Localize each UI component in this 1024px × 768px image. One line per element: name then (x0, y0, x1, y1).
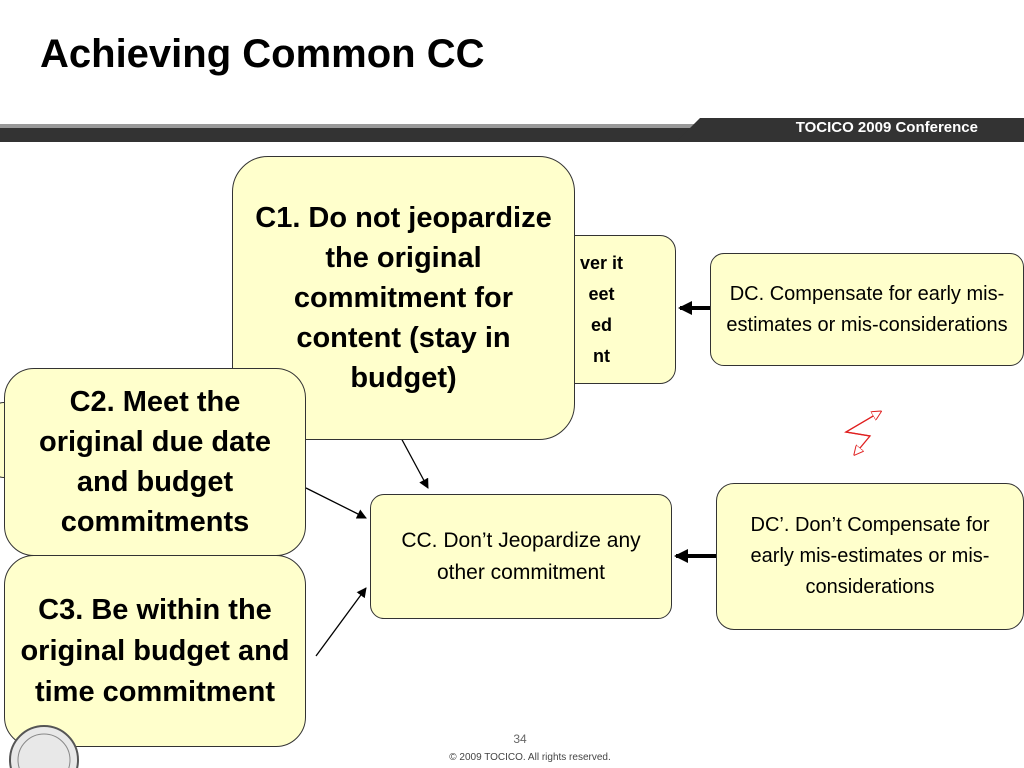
box-b-line-1: ver it (579, 252, 623, 273)
dc-prime-text: DC’. Don’t Compensate for early mis-estimates or mis-considerations (750, 514, 990, 598)
box-b-line-4: nt (592, 345, 610, 366)
c2-text: C2. Meet the original due date and budget commitments (38, 386, 272, 538)
copyright-notice: © 2009 TOCICO. All rights reserved. (449, 752, 611, 763)
arrow-c3-to-cc (316, 588, 366, 656)
condition-box-c3 (4, 555, 306, 747)
slide-title: Achieving Common CC (40, 32, 485, 76)
tocico-logo-icon (8, 722, 80, 768)
c3-text: C3. Be within the original budget and time commitment (20, 593, 290, 708)
box-b-line-2: eet (588, 283, 615, 304)
arrow-c2-to-cc (306, 488, 366, 518)
arrow-c1-to-cc (400, 436, 428, 488)
c1-text: C1. Do not jeopardize the original commitment for content (stay in budget) (255, 202, 552, 394)
dc-prime-box (716, 483, 1024, 630)
conference-label: TOCICO 2009 Conference (795, 119, 978, 136)
cc-text: CC. Don’t Jeopardize any other commitment (401, 528, 641, 584)
lightning-conflict-arrow-icon (846, 412, 880, 454)
dc-text: DC. Compensate for early mis-estimates or mis-considerations (726, 282, 1008, 336)
dc-box (710, 253, 1024, 366)
box-b-line-3: ed (590, 314, 612, 335)
common-cc-box (370, 494, 672, 619)
page-number: 34 (513, 732, 527, 746)
condition-box-c2 (4, 368, 306, 556)
